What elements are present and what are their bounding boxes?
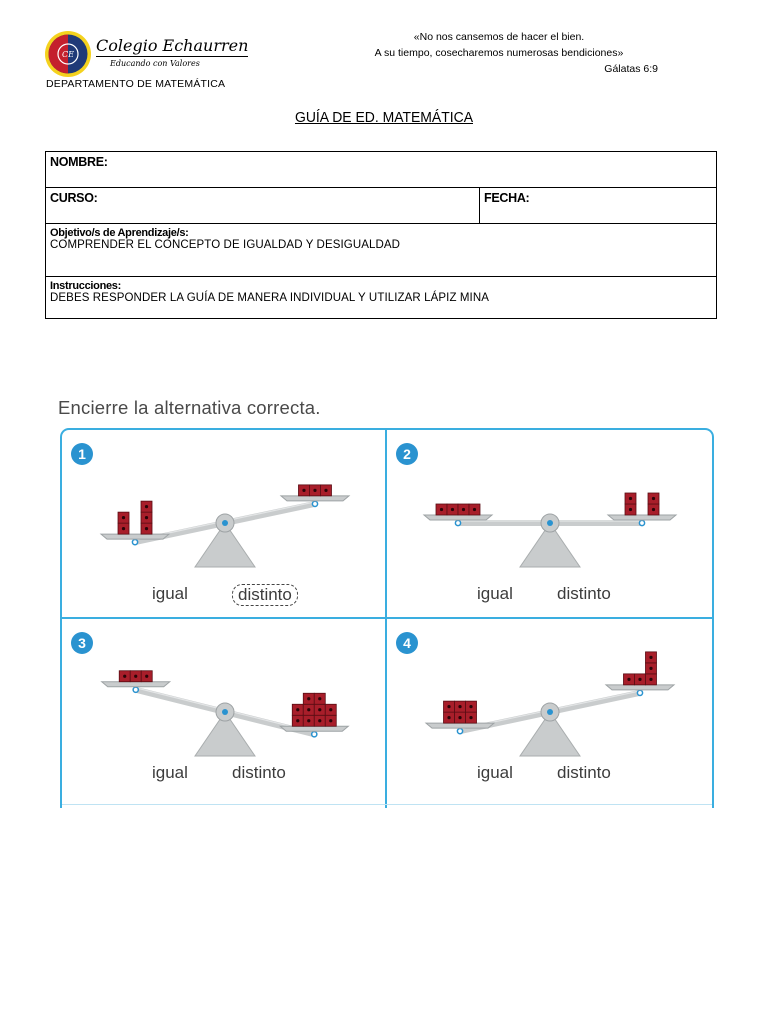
fecha-label: FECHA:	[484, 191, 530, 205]
balance-scale	[62, 430, 385, 590]
option-distinto[interactable]: distinto	[557, 584, 611, 603]
right-pan	[281, 485, 349, 507]
balance-scale	[387, 430, 712, 590]
exercise-2	[387, 430, 712, 617]
instrucciones-text: DEBES RESPONDER LA GUÍA DE MANERA INDIVIDUAL Y UTILIZAR LÁPIZ MINA	[50, 292, 490, 304]
school-name: Colegio Echaurren	[96, 36, 249, 55]
exercise-instruction: Encierre la alternativa correcta.	[58, 397, 321, 418]
objetivo-cell	[46, 224, 717, 277]
option-distinto[interactable]: distinto	[557, 763, 611, 782]
balance-scale	[62, 619, 385, 779]
left-pan	[102, 671, 170, 693]
quote-line-2: A su tiempo, cosecharemos numerosas bendiciones»	[374, 47, 624, 59]
svg-text:CE: CE	[62, 50, 74, 59]
scale-pivot-dot	[222, 520, 228, 526]
grid-bottom-edge	[62, 804, 712, 805]
exercise-3	[62, 619, 385, 804]
scale-pivot-dot	[222, 709, 228, 715]
exercise-number-badge: 4	[396, 632, 418, 654]
exercise-number-badge: 1	[71, 443, 93, 465]
objetivo-text: COMPRENDER EL CONCEPTO DE IGUALDAD Y DESIGUALDAD	[50, 239, 401, 251]
department-label: DEPARTAMENTO DE MATEMÁTICA	[46, 78, 226, 90]
objetivo-label: Objetivo/s de Aprendizaje/s:	[50, 227, 189, 239]
option-igual[interactable]: igual	[152, 763, 188, 782]
exercise-1	[62, 430, 385, 617]
instrucciones-cell	[46, 277, 717, 319]
exercise-4	[387, 619, 712, 804]
nombre-field[interactable]	[46, 152, 717, 188]
nombre-label: NOMBRE:	[50, 155, 108, 169]
page-title: GUÍA DE ED. MATEMÁTICA	[294, 109, 474, 126]
exercise-number-badge: 2	[396, 443, 418, 465]
curso-label: CURSO:	[50, 191, 98, 205]
option-distinto[interactable]: distinto	[232, 763, 286, 782]
option-igual[interactable]: igual	[152, 584, 188, 603]
fecha-field[interactable]	[480, 188, 717, 224]
right-pan	[606, 652, 674, 696]
option-distinto[interactable]: distinto	[232, 584, 298, 606]
option-igual[interactable]: igual	[477, 763, 513, 782]
school-logo	[44, 30, 92, 78]
school-tagline: Educando con Valores	[110, 59, 200, 68]
student-info-table	[45, 151, 717, 319]
scale-pivot-dot	[547, 709, 553, 715]
left-pan	[101, 501, 169, 545]
option-igual[interactable]: igual	[477, 584, 513, 603]
quote-line-1: «No nos cansemos de hacer el bien.	[413, 31, 585, 43]
instrucciones-label: Instrucciones:	[50, 280, 121, 292]
bible-quote	[340, 29, 658, 77]
scale-pivot-dot	[547, 520, 553, 526]
balance-scale	[387, 619, 712, 779]
curso-field[interactable]	[46, 188, 480, 224]
exercise-number-badge: 3	[71, 632, 93, 654]
right-pan	[280, 693, 348, 737]
quote-reference: Gálatas 6:9	[604, 63, 658, 75]
